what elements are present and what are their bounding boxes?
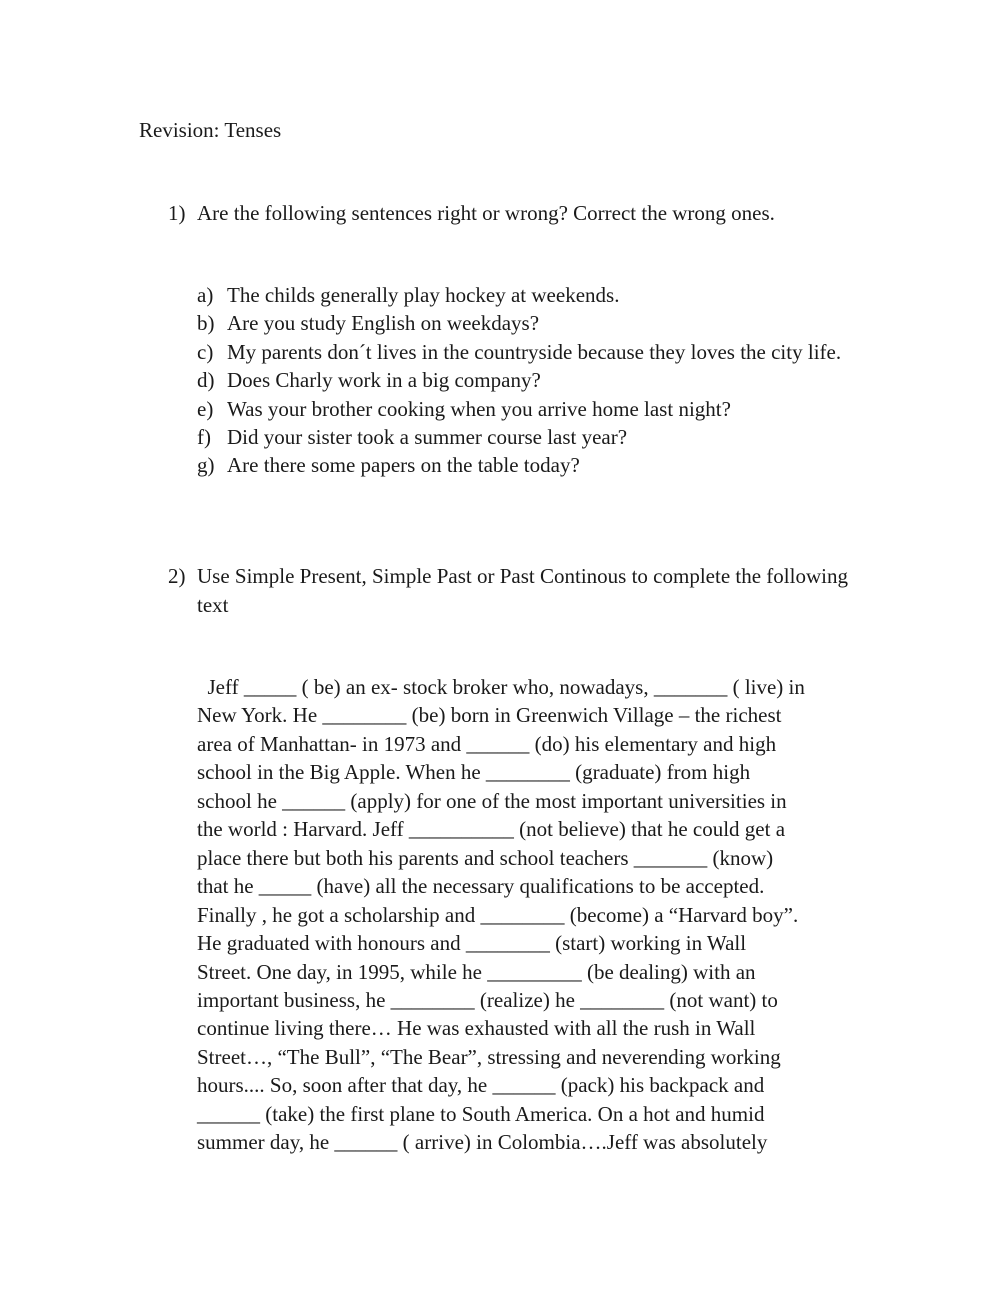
sentence-list	[197, 281, 877, 480]
passage-line: place there but both his parents and school teachers _______ (know)	[197, 845, 774, 870]
list-item	[197, 451, 877, 479]
list-item	[197, 423, 877, 451]
item-letter: e)	[197, 396, 214, 421]
passage-line: school in the Big Apple. When he ________ (graduate) from high	[197, 760, 751, 785]
passage-line: summer day, he ______ ( arrive) in Colombia….Jeff was absolutely	[197, 1130, 768, 1155]
item-text: Does Charly work in a big company?	[227, 368, 541, 393]
passage-line: area of Manhattan- in 1973 and ______ (do) his elementary and high	[197, 731, 777, 756]
item-text: Are there some papers on the table today?	[227, 453, 580, 478]
item-text: Are you study English on weekdays?	[227, 311, 540, 336]
passage-line: Street. One day, in 1995, while he _________ (be dealing) with an	[197, 959, 756, 984]
item-letter: d)	[197, 368, 215, 393]
passage-line: ______ (take) the first plane to South America. On a hot and humid	[197, 1101, 765, 1126]
passage-line: Street…, “The Bull”, “The Bear”, stressing and neverending working	[197, 1044, 781, 1069]
item-letter: a)	[197, 283, 214, 307]
item-letter: g)	[197, 453, 215, 478]
passage-line: school he ______ (apply) for one of the most important universities in	[197, 788, 787, 813]
item-letter: b)	[197, 311, 215, 336]
list-item	[197, 309, 877, 337]
passage-line: Finally , he got a scholarship and ________ (become) a “Harvard boy”.	[197, 902, 799, 927]
question-2-instruction: Use Simple Present, Simple Past or Past Continous to complete the following text	[197, 564, 848, 617]
item-text: The childs generally play hockey at weekends.	[227, 283, 620, 307]
question-1-instruction: Are the following sentences right or wrong? Correct the wrong ones.	[197, 201, 775, 225]
question-2-number: 2)	[168, 564, 186, 588]
passage-line: hours.... So, soon after that day, he ______ (pack) his backpack and	[197, 1073, 765, 1098]
passage-line: that he _____ (have) all the necessary qualifications to be accepted.	[197, 874, 765, 899]
passage-line: the world : Harvard. Jeff __________ (not believe) that he could get a	[197, 817, 786, 842]
passage-line: important business, he ________ (realize) he ________ (not want) to	[197, 987, 778, 1012]
item-text: Did your sister took a summer course last year?	[227, 425, 628, 450]
passage-line: He graduated with honours and ________ (start) working in Wall	[197, 931, 747, 956]
item-text: Was your brother cooking when you arrive home last night?	[227, 396, 731, 421]
passage-line: continue living there… He was exhausted with all the rush in Wall	[197, 1016, 756, 1041]
passage-line: Jeff _____ ( be) an ex- stock broker who, nowadays, _______ ( live) in	[197, 675, 805, 699]
item-letter: c)	[197, 339, 214, 364]
list-item	[197, 338, 877, 366]
item-text: My parents don´t lives in the countryside because they loves the city life.	[227, 339, 842, 364]
worksheet-title: Revision: Tenses	[139, 118, 282, 142]
fill-in-passage	[197, 673, 877, 1157]
item-letter: f)	[197, 425, 211, 450]
list-item	[197, 395, 877, 423]
question-1-number: 1)	[168, 201, 186, 225]
passage-line: New York. He ________ (be) born in Greenwich Village – the richest	[197, 703, 782, 728]
list-item	[197, 281, 877, 309]
list-item	[197, 366, 877, 394]
